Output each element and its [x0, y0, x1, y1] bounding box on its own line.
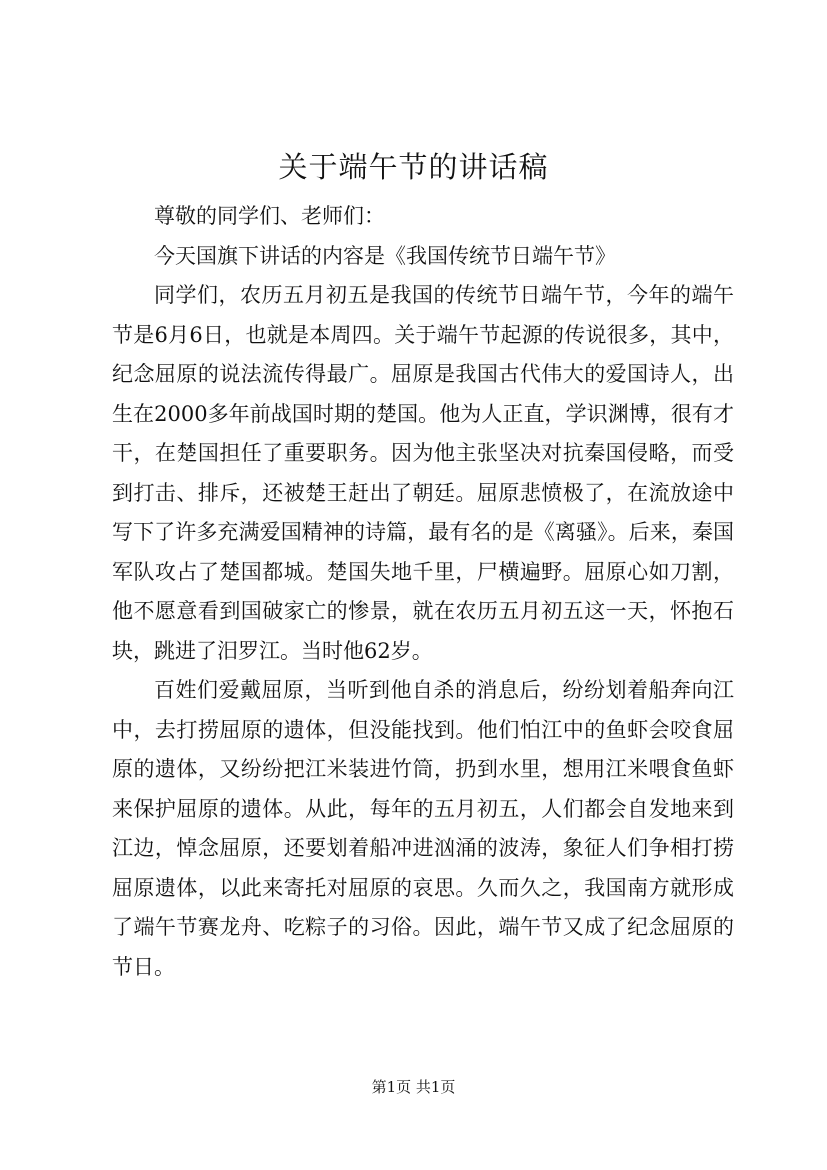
document-body — [112, 197, 734, 987]
greeting-paragraph: 尊敬的同学们、老师们： — [154, 204, 385, 228]
topic-paragraph: 今天国旗下讲话的内容是《我国传统节日端午节》 — [154, 243, 616, 268]
page-number-footer: 第1页 共1页 — [371, 1078, 456, 1096]
body-paragraph-origin: 同学们，农历五月初五是我国的传统节日端午节，今年的端午节是6月6日，也就是本周四。关于端午节起源的传说很多，其中，纪念屈原的说法流传得最广。屈原是我国古代伟大的爱国诗人，出生在2000多年前战国时期的楚国。他为人正直，学识渊博，很有才干，在楚国担任了重要职务。因为他主张坚决对抗秦国侵略，而受到打击、排斥，还被楚王赶出了朝廷。屈原悲愤极了，在流放途中写下了许多充满爱国精神的诗篇，最有名的是《离骚》。后来，秦国军队攻占了楚国都城。楚国失地千里，尸横遍野。屈原心如刀割，他不愿意看到国破家亡的惨景，就在农历五月初五这一天，怀抱石块，跳进了汨罗江。当时他62岁。 — [112, 283, 734, 663]
document-title: 关于端午节的讲话稿 — [278, 150, 549, 184]
body-paragraph-customs: 百姓们爱戴屈原，当听到他自杀的消息后，纷纷划着船奔向江中，去打捞屈原的遗体，但没能找到。他们怕江中的鱼虾会咬食屈原的遗体，又纷纷把江米装进竹筒，扔到水里，想用江米喂食鱼虾来保护屈原的遗体。从此，每年的五月初五，人们都会自发地来到江边，悼念屈原，还要划着船冲进汹涌的波涛，象征人们争相打捞屈原遗体，以此来寄托对屈原的哀思。久而久之，我国南方就形成了端午节赛龙舟、吃粽子的习俗。因此，端午节又成了纪念屈原的节日。 — [112, 678, 734, 979]
